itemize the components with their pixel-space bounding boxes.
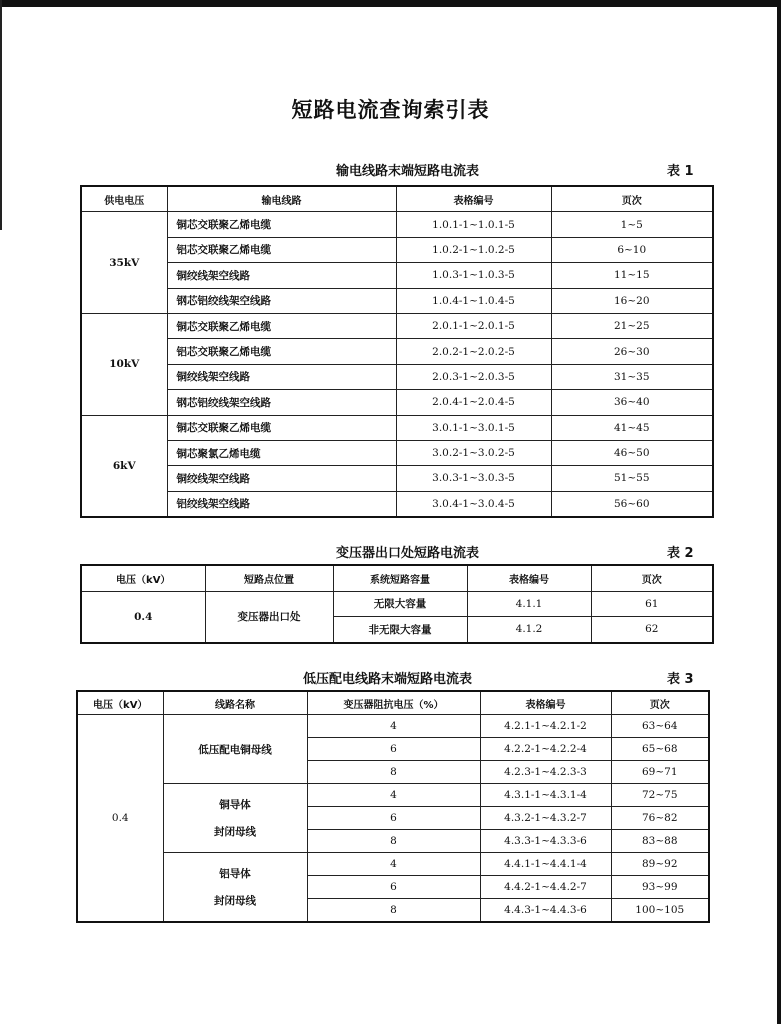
page-cell: 51~55 [551, 466, 713, 491]
page-cell: 31~35 [551, 364, 713, 389]
impedance-cell: 4 [307, 853, 480, 876]
table1 [80, 185, 714, 518]
code-cell: 2.0.1-1~2.0.1-5 [396, 313, 551, 338]
table2-caption: 变压器出口处短路电流表 [336, 546, 480, 561]
table3-tag: 表 3 [667, 672, 694, 687]
page-cell: 76~82 [611, 807, 709, 830]
table2-location: 变压器出口处 [205, 591, 333, 643]
impedance-cell: 6 [307, 738, 480, 761]
table-row [81, 491, 713, 517]
code-cell: 4.3.2-1~4.3.2-7 [480, 807, 611, 830]
table3-header-impedance: 变压器阻抗电压（%） [307, 691, 480, 715]
table3-caption: 低压配电线路末端短路电流表 [303, 672, 473, 687]
group-name-line1: 铝导体 [219, 868, 251, 880]
page-cell: 16~20 [551, 288, 713, 313]
code-cell: 1.0.3-1~1.0.3-5 [396, 263, 551, 288]
page-cell: 100~105 [611, 899, 709, 923]
table-row [81, 466, 713, 491]
line-cell: 钢芯铝绞线架空线路 [167, 288, 396, 313]
group-name-line2: 封闭母线 [214, 895, 256, 907]
code-cell: 4.4.1-1~4.4.1-4 [480, 853, 611, 876]
table3-header-voltage: 电压（kV） [77, 691, 163, 715]
group-name-line2: 封闭母线 [214, 826, 256, 838]
code-cell: 3.0.2-1~3.0.2-5 [396, 440, 551, 465]
line-cell: 铝绞线架空线路 [167, 491, 396, 517]
code-cell: 4.3.3-1~4.3.3-6 [480, 830, 611, 853]
page-cell: 89~92 [611, 853, 709, 876]
scan-edge-top [0, 0, 781, 7]
table1-header-code: 表格编号 [396, 186, 551, 212]
code-cell: 4.4.2-1~4.4.2-7 [480, 876, 611, 899]
impedance-cell: 6 [307, 876, 480, 899]
code-cell: 4.4.3-1~4.4.3-6 [480, 899, 611, 923]
line-cell: 铜芯交联聚乙烯电缆 [167, 415, 396, 440]
code-cell: 3.0.4-1~3.0.4-5 [396, 491, 551, 517]
page-cell: 26~30 [551, 339, 713, 364]
code-cell: 2.0.4-1~2.0.4-5 [396, 390, 551, 415]
table-row [81, 237, 713, 262]
code-cell: 3.0.3-1~3.0.3-5 [396, 466, 551, 491]
table3-group-copper-busbar [163, 715, 307, 784]
impedance-cell: 8 [307, 899, 480, 923]
table-row [81, 339, 713, 364]
code-cell: 1.0.1-1~1.0.1-5 [396, 212, 551, 237]
code-cell: 3.0.1-1~3.0.1-5 [396, 415, 551, 440]
table-row [81, 263, 713, 288]
group-name-line1: 低压配电铜母线 [198, 743, 272, 756]
table3 [76, 690, 710, 923]
code-cell: 1.0.4-1~1.0.4-5 [396, 288, 551, 313]
table1-header-voltage: 供电电压 [81, 186, 167, 212]
table2-voltage: 0.4 [81, 591, 205, 643]
table-row [81, 212, 713, 237]
page-cell: 36~40 [551, 390, 713, 415]
table-row [81, 440, 713, 465]
table3-header-code: 表格编号 [480, 691, 611, 715]
impedance-cell: 6 [307, 807, 480, 830]
page-cell: 83~88 [611, 830, 709, 853]
page-cell: 6~10 [551, 237, 713, 262]
page-cell: 93~99 [611, 876, 709, 899]
page-cell: 56~60 [551, 491, 713, 517]
capacity-cell: 非无限大容量 [333, 617, 467, 643]
table3-header-name: 线路名称 [163, 691, 307, 715]
page-cell: 69~71 [611, 761, 709, 784]
table-row [77, 715, 709, 738]
table1-voltage-6kv: 6kV [81, 415, 167, 517]
page-cell: 1~5 [551, 212, 713, 237]
impedance-cell: 8 [307, 761, 480, 784]
line-cell: 钢芯铝绞线架空线路 [167, 390, 396, 415]
table2-header-voltage: 电压（kV） [81, 565, 205, 591]
page-cell: 72~75 [611, 784, 709, 807]
table3-voltage: 0.4 [77, 715, 163, 923]
code-cell: 1.0.2-1~1.0.2-5 [396, 237, 551, 262]
impedance-cell: 8 [307, 830, 480, 853]
line-cell: 铜绞线架空线路 [167, 263, 396, 288]
line-cell: 铝芯交联聚乙烯电缆 [167, 237, 396, 262]
page-cell: 65~68 [611, 738, 709, 761]
line-cell: 铜绞线架空线路 [167, 466, 396, 491]
page-cell: 11~15 [551, 263, 713, 288]
table2-header-code: 表格编号 [467, 565, 591, 591]
group-name-line1: 铜导体 [219, 799, 251, 811]
table1-voltage-35kv: 35kV [81, 212, 167, 314]
table-row [77, 784, 709, 807]
table2-header-page: 页次 [591, 565, 713, 591]
impedance-cell: 4 [307, 715, 480, 738]
table-row [81, 415, 713, 440]
page-cell: 46~50 [551, 440, 713, 465]
table2-header-row [81, 565, 713, 591]
page-cell: 62 [591, 617, 713, 643]
table-row [81, 591, 713, 617]
table2-header-location: 短路点位置 [205, 565, 333, 591]
code-cell: 4.2.1-1~4.2.1-2 [480, 715, 611, 738]
table2-tag: 表 2 [667, 546, 694, 561]
impedance-cell: 4 [307, 784, 480, 807]
line-cell: 铜芯交联聚乙烯电缆 [167, 313, 396, 338]
table1-caption: 输电线路末端短路电流表 [336, 164, 480, 179]
table1-header-row [81, 186, 713, 212]
table1-tag: 表 1 [667, 164, 694, 179]
table3-header-page: 页次 [611, 691, 709, 715]
table1-header-page: 页次 [551, 186, 713, 212]
page-cell: 21~25 [551, 313, 713, 338]
line-cell: 铜芯交联聚乙烯电缆 [167, 212, 396, 237]
table-row [77, 853, 709, 876]
table2 [80, 564, 714, 644]
code-cell: 4.1.1 [467, 591, 591, 617]
capacity-cell: 无限大容量 [333, 591, 467, 617]
table-row [81, 390, 713, 415]
table3-header-row [77, 691, 709, 715]
code-cell: 4.3.1-1~4.3.1-4 [480, 784, 611, 807]
code-cell: 4.2.3-1~4.2.3-3 [480, 761, 611, 784]
table1-voltage-10kv: 10kV [81, 313, 167, 415]
table-row [81, 313, 713, 338]
table-row [81, 288, 713, 313]
page-cell: 63~64 [611, 715, 709, 738]
line-cell: 铜绞线架空线路 [167, 364, 396, 389]
code-cell: 4.1.2 [467, 617, 591, 643]
table3-group-copper-enclosed [163, 784, 307, 853]
table3-group-aluminum-enclosed [163, 853, 307, 923]
table1-header-line: 输电线路 [167, 186, 396, 212]
line-cell: 铝芯交联聚乙烯电缆 [167, 339, 396, 364]
page-title: 短路电流查询索引表 [291, 98, 490, 122]
code-cell: 4.2.2-1~4.2.2-4 [480, 738, 611, 761]
table2-header-capacity: 系统短路容量 [333, 565, 467, 591]
page-cell: 41~45 [551, 415, 713, 440]
scan-edge-right [777, 0, 781, 1024]
table-row [81, 364, 713, 389]
line-cell: 铜芯聚氯乙烯电缆 [167, 440, 396, 465]
page-cell: 61 [591, 591, 713, 617]
code-cell: 2.0.2-1~2.0.2-5 [396, 339, 551, 364]
code-cell: 2.0.3-1~2.0.3-5 [396, 364, 551, 389]
